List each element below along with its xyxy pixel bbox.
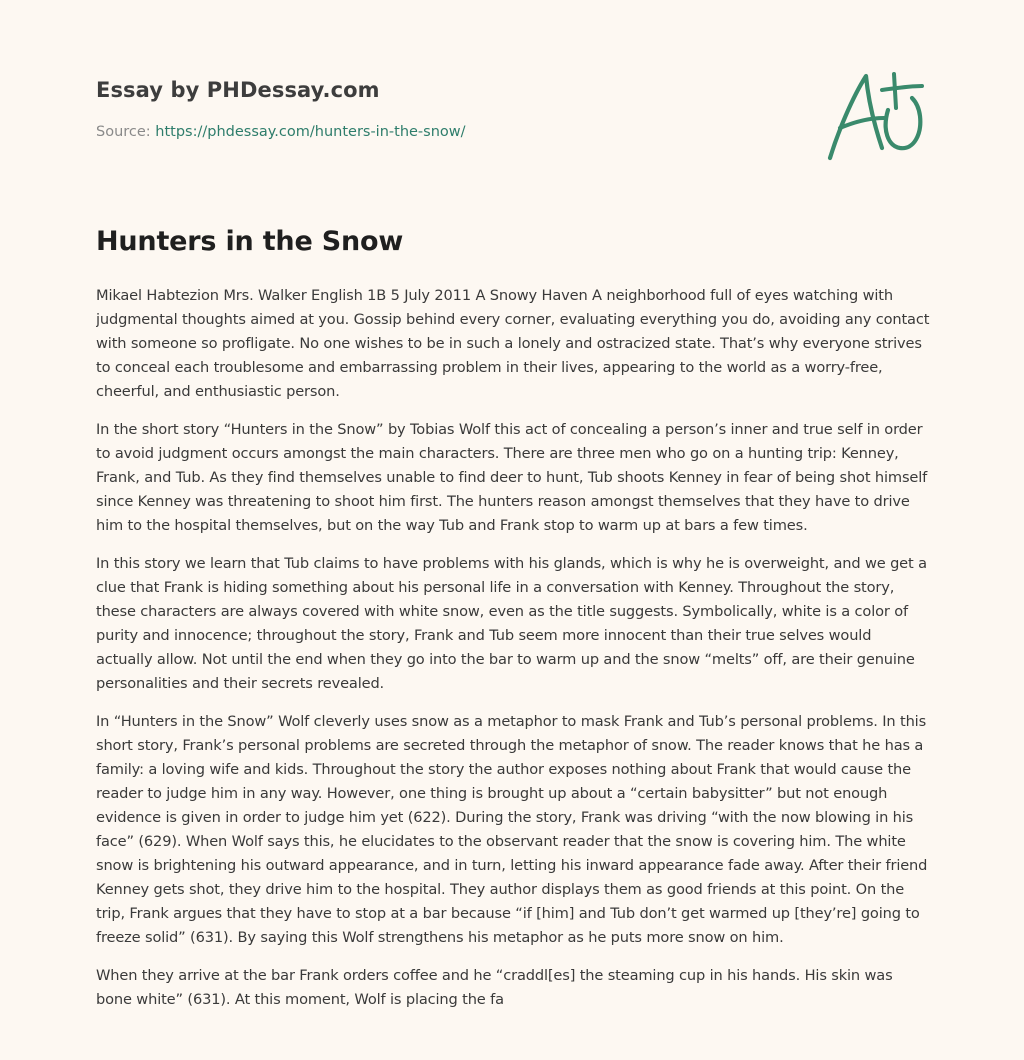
essay-title: Hunters in the Snow: [96, 226, 404, 257]
essay-body: [96, 284, 932, 1054]
essay-paragraph-4: In “Hunters in the Snow” Wolf cleverly uses snow as a metaphor to mask Frank and Tub’s personal problems. In this short story, Frank’s personal problems are secreted through the metaphor of snow. The reader knows that he has a family: a loving wife and kids. Throughout the story the author exposes nothing about Frank that would cause the reader to judge him in any way. However, one thing is brought up about a “certain babysitter” but not enough evidence is given in order to judge him yet (622). During the story, Frank was driving “with the now blowing in his face” (629). When Wolf says this, he elucidates to the observant reader that the snow is covering him. The white snow is brightening his outward appearance, and in turn, letting his inward appearance fade away. After their friend Kenney gets shot, they drive him to the hospital. They author displays them as good friends at this point. On the trip, Frank argues that they have to stop at a bar because “if [him] and Tub don’t get warmed up [they’re] going to freeze solid” (631). By saying this Wolf strengthens his metaphor as he puts more snow on him.: [96, 713, 928, 946]
source-label: Source:: [96, 124, 156, 140]
essay-paragraph-1: Mikael Habtezion Mrs. Walker English 1B 5 July 2011 A Snowy Haven A neighborhood full of eyes watching with judgmental thoughts aimed at you. Gossip behind every corner, evaluating everything you do, avoiding any contact with someone so profligate. No one wishes to be in such a lonely and ostracized state. That’s why everyone strives to conceal each troublesome and embarrassing problem in their lives, appearing to the world as a worry-free, cheerful, and enthusiastic person.: [96, 287, 930, 400]
header: [96, 78, 928, 140]
essay-paragraph-5: When they arrive at the bar Frank orders coffee and he “craddl[es] the steaming cup in his hands. His skin was bone white” (631). At this moment, Wolf is placing the fa: [96, 967, 893, 1008]
a-plus-grade-icon: [822, 68, 930, 164]
source-line: [96, 124, 466, 140]
essay-paragraph-3: In this story we learn that Tub claims to have problems with his glands, which is why he is overweight, and we get a clue that Frank is hiding something about his personal life in a conversation with Kenney. Throughout the story, these characters are always covered with white snow, even as the title suggests. Symbolically, white is a color of purity and innocence; throughout the story, Frank and Tub seem more innocent than their true selves would actually allow. Not until the end when they go into the bar to warm up and the snow “melts” off, are their genuine personalities and their secrets revealed.: [96, 555, 927, 692]
essay-paragraph-2: In the short story “Hunters in the Snow” by Tobias Wolf this act of concealing a person’s inner and true self in order to avoid judgment occurs amongst the main characters. There are three men who go on a hunting trip: Kenney, Frank, and Tub. As they find themselves unable to find deer to hunt, Tub shoots Kenney in fear of being shot himself since Kenney was threatening to shoot him first. The hunters reason amongst themselves that they have to drive him to the hospital themselves, but on the way Tub and Frank stop to warm up at bars a few times.: [96, 421, 928, 534]
source-link[interactable]: https://phdessay.com/hunters-in-the-snow/: [155, 124, 466, 140]
brand-title: Essay by PHDessay.com: [96, 78, 380, 102]
